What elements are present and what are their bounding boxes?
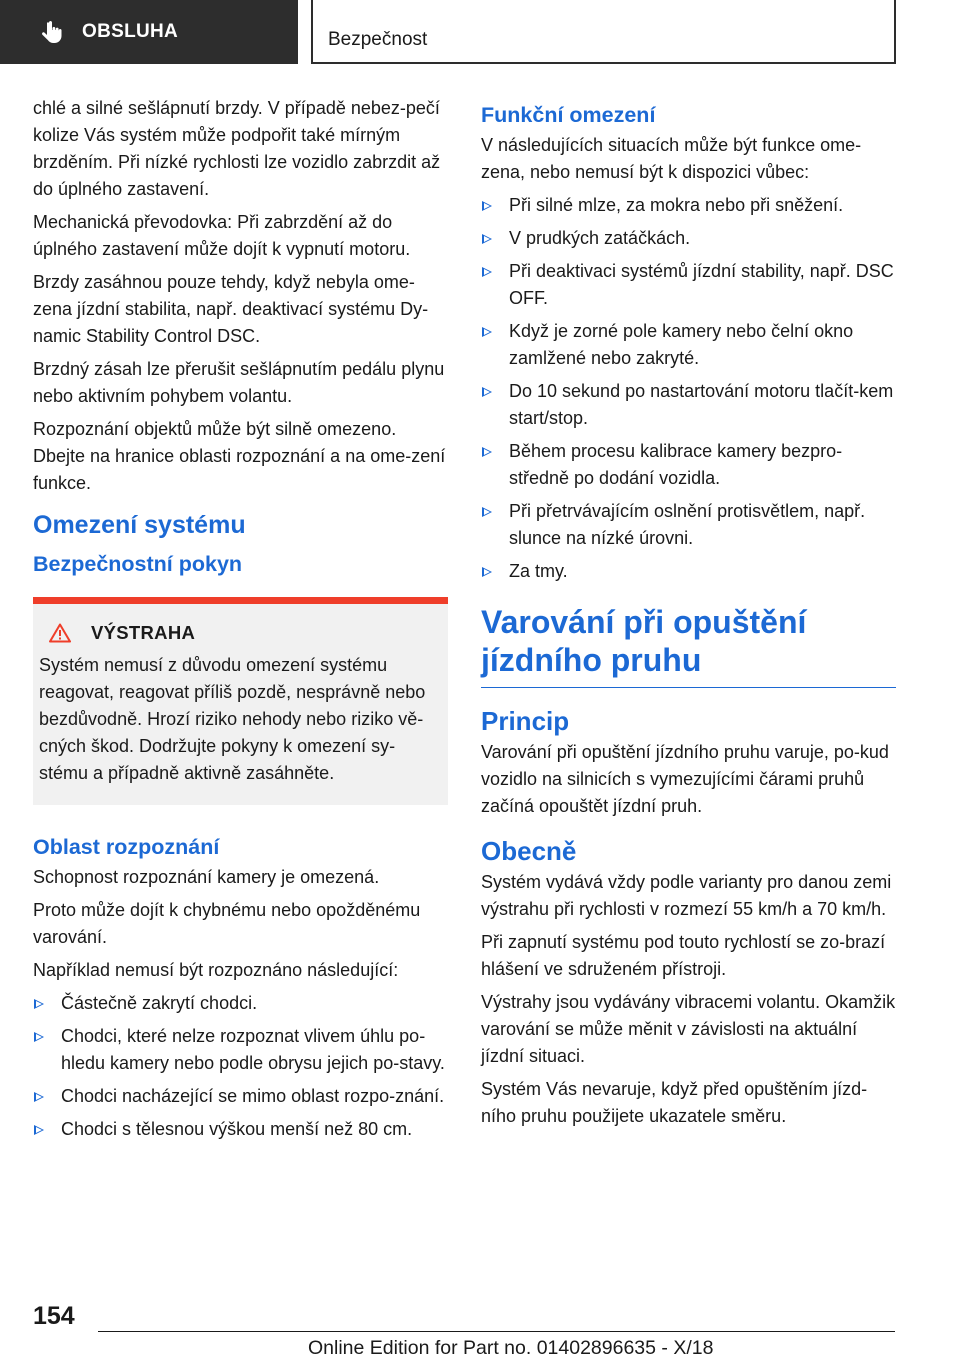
paragraph: Mechanická převodovka: Při zabrzdění až do úplného zastavení může dojít k vypnutí motoru.	[33, 212, 411, 259]
list-item: Chodci nacházející se mimo oblast rozpo‐znání.	[33, 1083, 448, 1110]
bullet-triangle-icon	[482, 447, 492, 457]
list-item: Při silné mlze, za mokra nebo při sněžení.	[481, 192, 896, 219]
hand-pointer-icon	[40, 20, 64, 44]
bullet-triangle-icon	[482, 507, 492, 517]
heading-general: Obecně	[481, 836, 577, 866]
bullet-triangle-icon	[482, 267, 492, 277]
warning-box	[33, 597, 448, 805]
bullet-triangle-icon	[34, 1092, 44, 1102]
heading-safety-note: Bezpečnostní pokyn	[33, 552, 243, 576]
list-item: Během procesu kalibrace kamery bezpro‐středně po dodání vozidla.	[481, 438, 896, 492]
paragraph: Systém Vás nevaruje, když před opuštěním jízd‐ního pruhu použijete ukazatele směru.	[481, 1079, 868, 1126]
heading-detection-area: Oblast rozpoznání	[33, 835, 220, 859]
right-column	[481, 95, 896, 1136]
heading-principle: Princip	[481, 706, 570, 736]
paragraph: Varování při opuštění jízdního pruhu varuje, po‐kud vozidlo na silnicích s vymezujícími čárami pruhů začíná opouštět jízdní pruh.	[481, 742, 889, 816]
bullet-triangle-icon	[482, 387, 492, 397]
bullet-triangle-icon	[482, 567, 492, 577]
list-item: Chodci s tělesnou výškou menší než 80 cm.	[33, 1116, 448, 1143]
left-column	[33, 95, 448, 1149]
bullet-triangle-icon	[482, 234, 492, 244]
heading-system-limits: Omezení systému	[33, 511, 246, 539]
section-title-box	[311, 0, 896, 64]
bullet-triangle-icon	[482, 327, 492, 337]
page-number: 154	[33, 1302, 75, 1330]
paragraph: Systém vydává vždy podle varianty pro danou zemi výstrahu při rychlosti v rozmezí 55 km/h a 70 km/h.	[481, 872, 892, 919]
paragraph: Schopnost rozpoznání kamery je omezená.	[33, 867, 380, 887]
bullet-triangle-icon	[34, 1032, 44, 1042]
paragraph: V následujících situacích může být funkce ome‐zena, nebo nemusí být k dispozici vůbec:	[481, 135, 862, 182]
list-item: V prudkých zatáčkách.	[481, 225, 896, 252]
warning-text: Systém nemusí z důvodu omezení systému reagovat, reagovat příliš pozdě, nesprávně nebo bezdůvodně. Hrozí riziko nehody nebo riziko vě‐cných škod. Dodržujte pokyny k omezení sy‐stému a případně aktivně zasáhněte.	[39, 655, 426, 783]
heading-function-limits: Funkční omezení	[481, 103, 656, 127]
section-title: Bezpečnost	[328, 29, 428, 50]
list-item: Když je zorné pole kamery nebo čelní okno zamlžené nebo zakryté.	[481, 318, 896, 372]
warning-triangle-icon	[49, 623, 71, 643]
list-item: Při deaktivaci systémů jízdní stability, např. DSC OFF.	[481, 258, 896, 312]
paragraph: Proto může dojít k chybnému nebo opožděnému varování.	[33, 900, 421, 947]
bullet-triangle-icon	[34, 999, 44, 1009]
footer-divider	[98, 1331, 895, 1332]
paragraph: Rozpoznání objektů může být silně omezeno. Dbejte na hranice oblasti rozpoznání a na ome‐zení funkce.	[33, 419, 446, 493]
paragraph: chlé a silné sešlápnutí brzdy. V případě nebez‐pečí kolize Vás systém může podpořit také mírným brzděním. Při nízké rychlosti lze vozidlo zabrzdit až do úplného zastavení.	[33, 98, 441, 199]
bullet-triangle-icon	[34, 1125, 44, 1135]
list-item: Při přetrvávajícím oslnění protisvětlem, např. slunce na nízké úrovni.	[481, 498, 896, 552]
list-item: Do 10 sekund po nastartování motoru tlačít‐kem start/stop.	[481, 378, 896, 432]
heading-lane-departure-warning: Varování při opuštění jízdního pruhu	[481, 603, 896, 688]
list-item: Za tmy.	[481, 558, 896, 585]
list-item: Chodci, které nelze rozpoznat vlivem úhlu po‐hledu kamery nebo podle obrysu jejich po‐stavy.	[33, 1023, 448, 1077]
chapter-tab[interactable]	[0, 0, 298, 64]
paragraph: Například nemusí být rozpoznáno následující:	[33, 960, 399, 980]
detection-limits-list	[33, 990, 448, 1143]
bullet-triangle-icon	[482, 201, 492, 211]
paragraph: Při zapnutí systému pod touto rychlostí se zo‐brazí hlášení ve sdruženém přístroji.	[481, 932, 886, 979]
paragraph: Brzdy zasáhnou pouze tehdy, když nebyla ome‐zena jízdní stabilita, např. deaktivací systému Dy‐namic Stability Control DSC.	[33, 272, 429, 346]
warning-label: VÝSTRAHA	[91, 622, 196, 643]
page-header	[0, 0, 960, 66]
footer-edition: Online Edition for Part no. 01402896635 - X/18	[308, 1337, 714, 1359]
list-item: Částečně zakrytí chodci.	[33, 990, 448, 1017]
chapter-tab-label: OBSLUHA	[82, 21, 179, 42]
function-limits-list	[481, 192, 896, 585]
paragraph: Výstrahy jsou vydávány vibracemi volantu. Okamžik varování se může měnit v závislosti na aktuální jízdní situaci.	[481, 992, 896, 1066]
paragraph: Brzdný zásah lze přerušit sešlápnutím pedálu plynu nebo aktivním pohybem volantu.	[33, 359, 445, 406]
warning-title	[39, 622, 442, 644]
